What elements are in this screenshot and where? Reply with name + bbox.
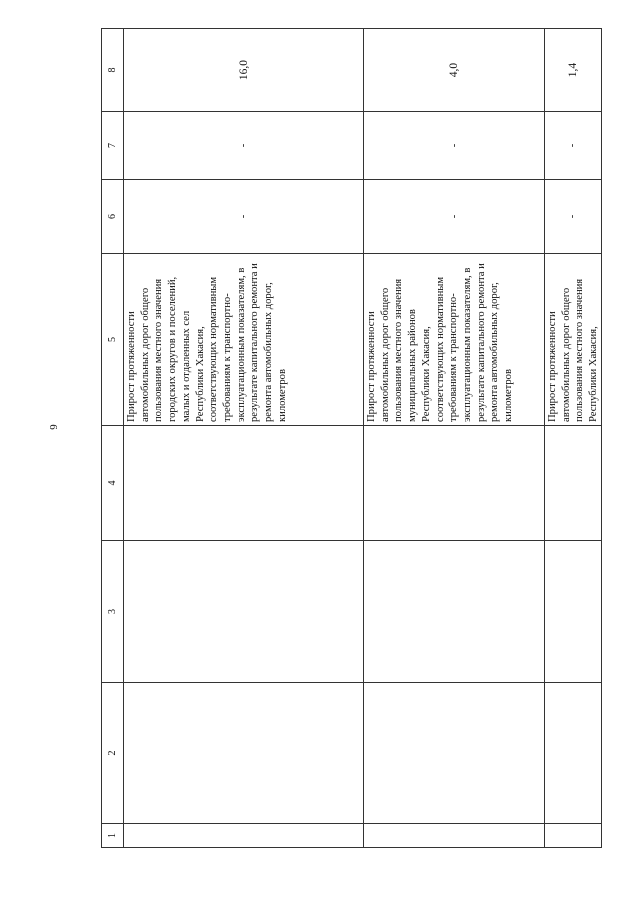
rotated-table [101, 29, 600, 848]
cell-empty [545, 426, 602, 541]
cell-dash: - [545, 112, 602, 180]
header-col-3: 3 [102, 541, 124, 683]
cell-empty [124, 683, 364, 824]
header-col-7: 7 [102, 112, 124, 180]
cell-empty [364, 824, 545, 848]
page-number: 6 [47, 424, 59, 430]
cell-empty [545, 541, 602, 683]
cell-dash: - [364, 112, 545, 180]
table-row [545, 29, 602, 848]
cell-empty [124, 824, 364, 848]
header-col-2: 2 [102, 683, 124, 824]
indicator-name: Прирост протяженности автомобильных дорог общего пользования местного значения Республики Хакасия, [545, 254, 602, 426]
indicator-value: 16,0 [124, 29, 364, 112]
header-col-4: 4 [102, 426, 124, 541]
cell-empty [124, 426, 364, 541]
cell-empty [545, 683, 602, 824]
indicator-value: 4,0 [364, 29, 545, 112]
header-col-8: 8 [102, 29, 124, 112]
cell-empty [364, 683, 545, 824]
indicators-table [101, 28, 602, 848]
cell-empty [364, 426, 545, 541]
table-row [124, 29, 364, 848]
header-row [102, 29, 124, 848]
indicator-name: Прирост протяженности автомобильных дорог общего пользования местного значения муниципальных районов Республики Хакасия, соответствующих нормативным требованиям к транспортно-эксплуатационным показателям, в результате капитального ремонта и ремонта автомобильных дорог, километров [364, 254, 545, 426]
header-col-6: 6 [102, 180, 124, 254]
cell-empty [545, 824, 602, 848]
table-row [364, 29, 545, 848]
cell-dash: - [364, 180, 545, 254]
indicator-value: 1,4 [545, 29, 602, 112]
indicator-name: Прирост протяженности автомобильных дорог общего пользования местного значения городских округов и поселений, малых и отдаленных сел Республики Хакасия, соответствующих нормативным требованиям к транспортно-эксплуатационным показателям, в результате капитального ремонта и ремонта автомобильных дорог, километров [124, 254, 364, 426]
cell-dash: - [545, 180, 602, 254]
header-col-5: 5 [102, 254, 124, 426]
cell-empty [124, 541, 364, 683]
header-col-1: 1 [102, 824, 124, 848]
cell-empty [364, 541, 545, 683]
cell-dash: - [124, 112, 364, 180]
cell-dash: - [124, 180, 364, 254]
